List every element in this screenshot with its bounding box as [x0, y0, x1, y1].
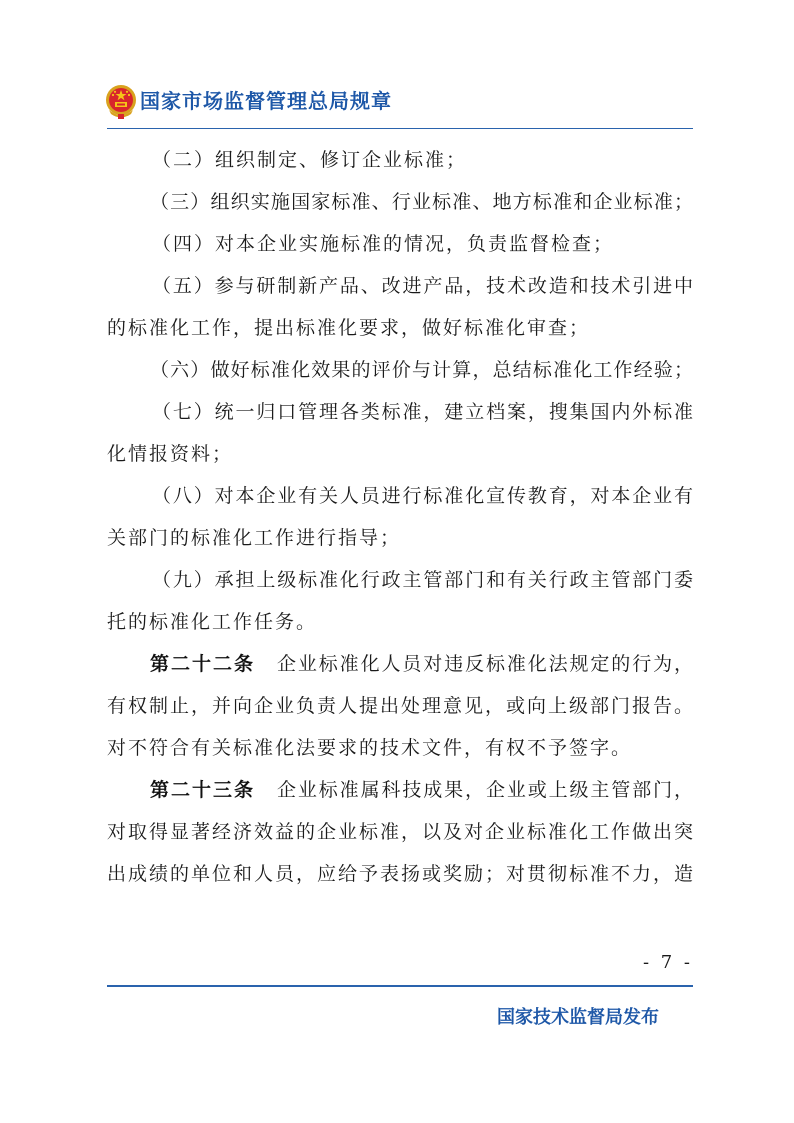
- footer-rule: [107, 985, 693, 987]
- paragraph-line: 企业标准属科技成果，企业或上级主管部门，: [277, 779, 693, 801]
- header-rule: [107, 128, 693, 129]
- article-label: 第二十二条: [150, 653, 256, 675]
- paragraph-line: 对取得显著经济效益的企业标准，以及对企业标准化工作做出突: [107, 821, 693, 843]
- paragraph-line: 企业标准化人员对违反标准化法规定的行为，: [277, 653, 693, 675]
- paragraph-line: 的标准化工作，提出标准化要求，做好标准化审查；: [107, 317, 591, 339]
- paragraph-line: 有权制止，并向企业负责人提出处理意见，或向上级部门报告。: [107, 695, 693, 717]
- paragraph-line: 关部门的标准化工作进行指导；: [107, 527, 402, 549]
- paragraph-line: （九）承担上级标准化行政主管部门和有关行政主管部门委: [152, 569, 693, 591]
- paragraph-line: （五）参与研制新产品、改进产品，技术改造和技术引进中: [152, 275, 693, 297]
- header-title: 国家市场监督管理总局规章: [140, 89, 392, 113]
- paragraph-line: 托的标准化工作任务。: [107, 611, 318, 633]
- paragraph-line: 化情报资料；: [107, 443, 234, 465]
- paragraph-line: （二）组织制定、修订企业标准；: [152, 149, 468, 171]
- footer-publisher: 国家技术监督局发布: [497, 1007, 659, 1028]
- paragraph-line: （七）统一归口管理各类标准，建立档案，搜集国内外标准: [152, 401, 693, 423]
- article-label: 第二十三条: [150, 779, 256, 801]
- national-emblem-icon: [105, 84, 137, 120]
- page-number: - 7 -: [642, 952, 693, 973]
- paragraph-line: 出成绩的单位和人员，应给予表扬或奖励；对贯彻标准不力，造: [107, 863, 693, 885]
- paragraph-line: （三）组织实施国家标准、行业标准、地方标准和企业标准；: [150, 191, 693, 213]
- paragraph-line: （四）对本企业实施标准的情况，负责监督检查；: [152, 233, 615, 255]
- paragraph-line: （八）对本企业有关人员进行标准化宣传教育，对本企业有: [152, 485, 693, 507]
- paragraph-line: （六）做好标准化效果的评价与计算，总结标准化工作经验；: [150, 359, 693, 381]
- paragraph-line: 对不符合有关标准化法要求的技术文件，有权不予签字。: [107, 737, 633, 759]
